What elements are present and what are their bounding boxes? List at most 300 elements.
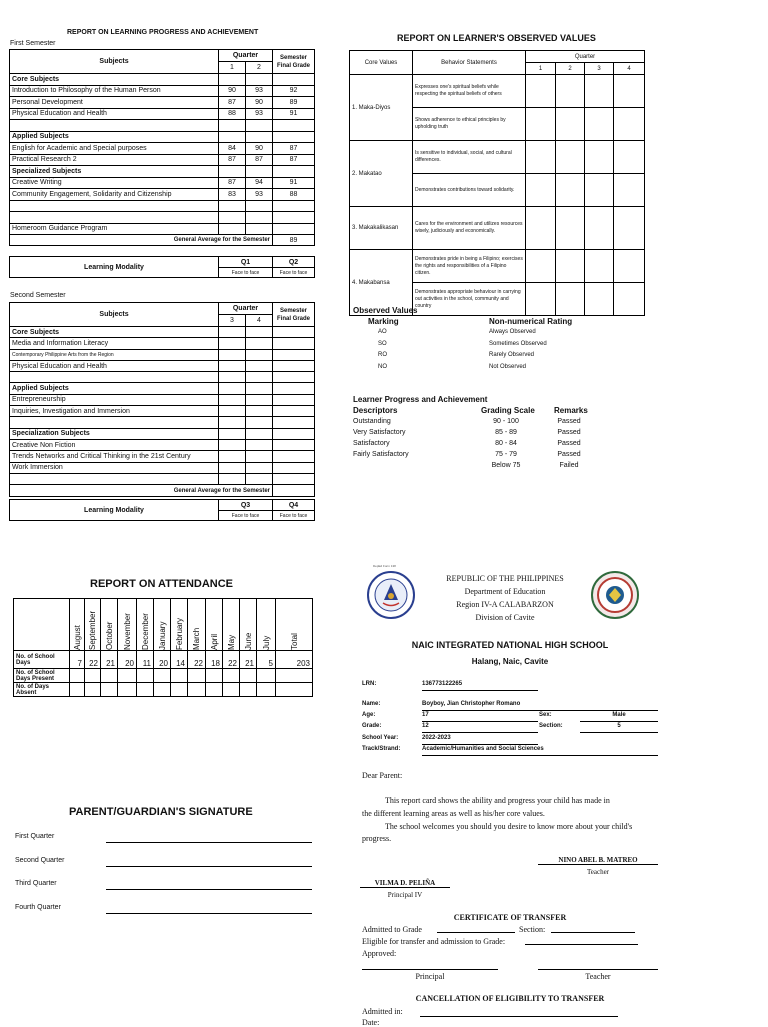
attendance-cell: 20 [154,651,171,669]
subject-cell [10,200,219,212]
grade-cell [246,406,273,417]
modality-q4-value: Face to face [273,511,315,521]
certificate-title: CERTIFICATE OF TRANSFER [453,913,567,922]
age-value: 17 [422,712,538,722]
grade-cell [273,223,315,235]
subject-cell [10,212,219,224]
month-label: March [192,627,201,650]
rating-cell [585,141,614,174]
month-label: August [72,625,82,650]
sex-label: Sex: [539,712,552,718]
table-row [10,120,315,132]
attendance-cell [118,683,137,697]
values-report-title: REPORT ON LEARNER'S OBSERVED VALUES [397,33,596,43]
grade-cell: 92 [273,85,315,97]
rating-cell [614,141,645,174]
grading-scale: 90 - 100 [493,418,519,425]
behavior-cell: Shows adherence to ethical principles by upholding truth [413,108,526,141]
remarks: Passed [557,440,581,447]
subject-cell: English for Academic and Special purposes [10,143,219,155]
grade-cell: 91 [273,108,315,120]
cert-section-line [551,932,635,933]
observed-values-title: Observed Values [353,306,418,315]
subject-cell: Physical Education and Health [10,108,219,120]
signature-row [15,854,315,878]
grade-cell [219,462,246,473]
grade-cell [273,473,315,484]
month-header [154,599,171,651]
rating-cell [556,250,585,283]
cert-teacher-line [538,969,658,970]
attendance-row-label: No. of School Days [14,651,70,669]
second-semester-modality [9,499,315,521]
rating-cell [614,174,645,207]
month-header [276,599,313,651]
legend-row [353,418,613,429]
grade-cell: 87 [219,154,246,166]
school-seal-icon [590,570,640,620]
grading-scale: 85 - 89 [495,429,517,436]
grade-cell [246,394,273,405]
attendance-cell: 5 [257,651,276,669]
modality-q3-value: Face to face [219,511,273,521]
table-row [350,75,645,108]
values-quarter-header: Quarter [526,51,645,63]
signature-quarter-label: Second Quarter [15,856,65,864]
values-table [349,50,645,316]
signature-row [15,901,315,925]
modality-q2: Q2 [273,257,315,268]
behavior-cell: Expresses one's spiritual beliefs while respecting the spiritual beliefs of others [413,75,526,108]
legend-row [353,451,613,462]
month-header [206,599,223,651]
grade-cell [219,428,246,439]
first-semester-modality [9,256,315,278]
principal-name: VILMA D. PELIÑA [360,879,450,888]
grade-cell [273,451,315,462]
attendance-row-label: No. of Days Absent [14,683,70,697]
sy-label: School Year: [362,735,399,741]
rating-cell [585,250,614,283]
grade-cell [246,120,273,132]
grade-cell: 88 [219,108,246,120]
grade-cell [246,383,273,394]
observed-values-legend [353,329,593,375]
department-text: Department of Education [464,587,546,596]
grade-cell [273,383,315,394]
grade-cell [273,394,315,405]
grade-cell [246,462,273,473]
attendance-cell [154,683,171,697]
rating-cell [556,75,585,108]
modality-q4: Q4 [273,500,315,511]
rating-cell [585,75,614,108]
subject-cell: Core Subjects [10,327,219,338]
signature-quarter-label: Fourth Quarter [15,903,61,911]
subject-cell [10,417,219,428]
grade-cell [246,338,273,349]
quarter-1-header: 1 [219,62,246,74]
signature-lines [15,830,315,924]
month-header [257,599,276,651]
grade-cell [273,200,315,212]
month-header [118,599,137,651]
table-row [10,428,315,439]
deped-seal-icon [366,570,416,620]
subject-cell: Contemporary Philippine Arts from the Region [10,349,219,360]
section-value: 5 [580,723,658,733]
month-header [101,599,118,651]
attendance-cell: 22 [188,651,206,669]
quarter-header: Quarter [219,50,273,62]
table-row [10,212,315,224]
values-q3: 3 [585,63,614,75]
final-grade-header: Semester Final Grade [273,303,315,327]
cert-approved-label: Approved: [362,949,397,958]
grade-cell: 90 [246,143,273,155]
legend-row [353,329,593,341]
subject-cell [10,473,219,484]
grade-cell [273,428,315,439]
rating-text: Always Observed [489,329,536,335]
rating-cell [526,207,556,250]
grade-cell: 84 [219,143,246,155]
signature-line[interactable] [106,866,312,867]
table-row [10,394,315,405]
core-value-cell: 4. Makabansa [350,250,413,316]
month-label: June [243,632,253,650]
table-row [10,223,315,235]
grading-scale: 80 - 84 [495,440,517,447]
age-label: Age: [362,712,376,718]
attendance-cell: 7 [70,651,85,669]
rating-cell [614,250,645,283]
grade-cell [273,360,315,371]
name-value: Boyboy, Jian Christopher Romano [422,701,658,711]
grade-cell [246,372,273,383]
table-row [10,154,315,166]
attendance-row [14,669,313,683]
rating-header: Non-numerical Rating [489,317,573,326]
marking-header: Marking [368,317,399,326]
signature-title: PARENT/GUARDIAN'S SIGNATURE [69,806,253,818]
rating-cell [585,283,614,316]
table-row [10,451,315,462]
rating-text: Rarely Observed [489,352,535,358]
attendance-cell: 22 [223,651,240,669]
signature-quarter-label: Third Quarter [15,880,57,887]
attendance-cell [240,683,257,697]
grade-cell [219,439,246,450]
attendance-cell: 20 [118,651,137,669]
legend-row [353,429,613,440]
legend-row [353,352,593,364]
table-row [10,372,315,383]
grade-cell [219,131,246,143]
grade-cell [219,473,246,484]
grade-cell [273,462,315,473]
quarter-2-header: 2 [246,62,273,74]
remarks: Failed [559,462,579,469]
quarter-4-header: 4 [246,315,273,327]
attendance-cell [276,669,313,683]
attendance-cell [206,669,223,683]
month-header [171,599,188,651]
first-semester-label: First Semester [10,40,56,47]
grade-cell [273,338,315,349]
core-value-cell: 1. Maka-Diyos [350,75,413,141]
rating-cell [585,207,614,250]
values-q4: 4 [614,63,645,75]
table-row [350,207,645,250]
table-row [350,141,645,174]
cancellation-title: CANCELLATION OF ELIGIBILITY TO TRANSFER [415,994,605,1003]
quarter-3-header: 3 [219,315,246,327]
grade-label: Grade: [362,723,382,729]
rating-cell [526,174,556,207]
signature-line[interactable] [106,889,312,890]
attendance-cell: 203 [276,651,313,669]
letter-p2a: The school welcomes you should you desire to know more about your child's [385,822,633,831]
month-header [188,599,206,651]
section-label: Section: [539,723,563,729]
rating-cell [526,75,556,108]
cert-teacher: Teacher [585,972,611,981]
grade-cell [246,200,273,212]
cancel-admitted-label: Admitted in: [362,1007,403,1016]
month-header [85,599,101,651]
quarter-header: Quarter [219,303,273,315]
behavior-cell: Is sensitive to individual, social, and cultural differences. [413,141,526,174]
attendance-cell [171,683,188,697]
table-row [10,200,315,212]
grade-cell [273,372,315,383]
attendance-cell [171,669,188,683]
month-label: February [174,617,184,650]
attendance-title: REPORT ON ATTENDANCE [90,578,233,590]
attendance-row [14,683,313,697]
attendance-cell: 22 [85,651,101,669]
descriptor: Satisfactory [353,440,390,447]
modality-q3: Q3 [219,500,273,511]
cert-eligible-line [525,944,638,945]
attendance-cell [154,669,171,683]
attendance-cell [188,669,206,683]
rating-cell [556,174,585,207]
attendance-cell [188,683,206,697]
rating-cell [585,174,614,207]
cancel-admitted-line [420,1016,618,1017]
grade-cell [273,131,315,143]
attendance-cell: 14 [171,651,188,669]
grade-cell: 87 [273,154,315,166]
sex-value: Male [580,712,658,722]
cancel-date-label: Date: [362,1018,380,1027]
letter-p1b: the different learning areas as well as his/her core values. [362,809,545,818]
subject-cell: Introduction to Philosophy of the Human Person [10,85,219,97]
table-row [10,349,315,360]
table-row [10,97,315,109]
grade-cell [246,223,273,235]
attendance-cell [118,669,137,683]
rating-text: Not Observed [489,363,527,370]
modality-q1-value: Face to face [219,268,273,278]
grade-cell: 93 [246,189,273,201]
grade-value: 12 [422,723,538,733]
values-q1: 1 [526,63,556,75]
month-label: July [261,635,271,650]
second-semester-table [9,302,315,497]
cert-section-label: Section: [519,925,546,934]
attendance-table [13,598,313,697]
attendance-cell: 11 [137,651,154,669]
attendance-cell [223,683,240,697]
marking-code: RO [378,352,387,358]
grade-cell [219,383,246,394]
rating-text: Sometimes Observed [489,340,547,347]
attendance-cell: 21 [240,651,257,669]
report-title: REPORT ON LEARNING PROGRESS AND ACHIEVEMENT [67,29,259,36]
grade-cell [219,338,246,349]
grade-cell [246,428,273,439]
cert-admitted-line [437,932,515,933]
grade-cell [246,131,273,143]
legend-row [353,440,613,451]
rating-cell [614,207,645,250]
table-row [10,131,315,143]
modality-label: Learning Modality [10,500,219,521]
attendance-cell [223,669,240,683]
behavior-header: Behavior Statements [413,51,526,75]
modality-label: Learning Modality [10,257,219,278]
subjects-header: Subjects [10,50,219,74]
grade-cell [219,406,246,417]
month-label: December [140,613,150,650]
month-label: November [122,613,132,650]
month-header [70,599,85,651]
attendance-cell [70,669,85,683]
behavior-cell: Cares for the environment and utilizes resources wisely, judiciously and economically. [413,207,526,250]
grading-scale: Below 75 [491,462,521,469]
grade-cell [219,212,246,224]
subject-cell [10,120,219,132]
table-row [10,473,315,484]
legend-row [353,462,613,473]
letter-p2b: progress. [362,834,392,843]
grade-cell: 93 [246,85,273,97]
signature-row [15,877,315,901]
signature-line[interactable] [106,913,312,914]
subject-cell: Homeroom Guidance Program [10,223,219,235]
attendance-cell [240,669,257,683]
deped-header [420,572,590,624]
remarks: Passed [557,429,581,436]
attendance-cell [70,683,85,697]
grade-cell [246,166,273,178]
marking-code: SO [378,340,387,347]
table-row [10,338,315,349]
grade-cell [219,74,246,86]
descriptor: Fairly Satisfactory [353,451,409,458]
subject-cell: Work Immersion [10,462,219,473]
grading-scale: 75 - 79 [495,451,517,458]
grade-cell [246,360,273,371]
remarks: Passed [557,418,581,425]
attendance-cell [101,683,118,697]
attendance-row [14,651,313,669]
subject-cell: Creative Non Fiction [10,439,219,450]
rating-cell [556,141,585,174]
table-row [10,177,315,189]
grade-cell [246,327,273,338]
rating-cell [614,283,645,316]
grade-cell [273,406,315,417]
grade-cell: 90 [219,85,246,97]
table-row [10,74,315,86]
table-row [10,417,315,428]
descriptors-header: Descriptors [353,406,398,415]
table-row [10,383,315,394]
grade-cell [219,394,246,405]
attendance-cell [101,669,118,683]
behavior-cell: Demonstrates pride in being a Filipino; exercises the rights and responsibilities of a Filipino citizen. [413,250,526,283]
attendance-cell: 18 [206,651,223,669]
grade-cell [273,349,315,360]
subject-cell: Inquiries, Investigation and Immersion [10,406,219,417]
attendance-cell [276,683,313,697]
rating-cell [526,108,556,141]
grade-cell [219,417,246,428]
grade-cell [246,439,273,450]
signature-line[interactable] [106,842,312,843]
subject-cell: Creative Writing [10,177,219,189]
core-value-cell: 2. Makatao [350,141,413,207]
table-row [10,108,315,120]
grade-cell [219,120,246,132]
republic-text: REPUBLIC OF THE PHILIPPINES [446,574,564,583]
general-average-label: General Average for the Semester [10,235,273,246]
subject-cell: Personal Development [10,97,219,109]
table-row [10,166,315,178]
attendance-cell [85,669,101,683]
grade-cell [273,212,315,224]
form-code: DepEd Form 138 [373,564,396,568]
rating-cell [614,75,645,108]
grade-cell: 91 [273,177,315,189]
grade-cell [219,360,246,371]
grade-cell [246,473,273,484]
principal-role: Principal IV [387,891,423,899]
grade-cell [273,417,315,428]
track-label: Track/Strand: [362,746,401,752]
core-value-cell: 3. Makakalikasan [350,207,413,250]
letter-p1a: This report card shows the ability and progress your child has made in [385,796,610,805]
subjects-header: Subjects [10,303,219,327]
grade-cell [273,120,315,132]
subject-cell: Physical Education and Health [10,360,219,371]
lrn-value: 136773122265 [422,681,538,691]
subject-cell: Applied Subjects [10,383,219,394]
region-text: Region IV-A CALABARZON [456,600,554,609]
table-row [10,462,315,473]
rating-cell [556,207,585,250]
table-row [350,250,645,283]
signature-quarter-label: First Quarter [15,833,55,840]
attendance-cell [206,683,223,697]
month-label: May [226,634,236,650]
descriptor: Outstanding [353,418,391,425]
values-q2: 2 [556,63,585,75]
